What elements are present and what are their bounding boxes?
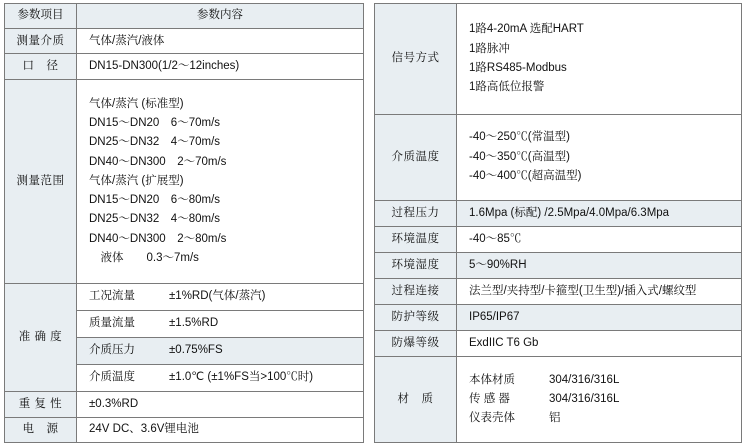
row-value-measuring-range <box>77 79 364 283</box>
accuracy-item-value: ±1.0℃ (±1%FS当>100℃时) <box>169 371 314 384</box>
material-item <box>469 371 735 390</box>
row-value-ambient-humidity: 5～90%RH <box>457 252 742 278</box>
row-label-material: 材 质 <box>375 357 457 443</box>
row-value-medium: 气体/蒸汽/液体 <box>77 29 364 54</box>
row-label-diameter: 口 径 <box>5 54 77 79</box>
row-value-process-pressure: 1.6Mpa (标配) /2.5Mpa/4.0Mpa/6.3Mpa <box>457 200 742 226</box>
accuracy-item-name: 质量流量 <box>89 317 135 330</box>
row-label-medium-temperature: 介质温度 <box>375 114 457 200</box>
material-item-value: 304/316/316L <box>549 373 620 386</box>
table-row-measuring-range <box>5 79 364 283</box>
row-label-ambient-humidity: 环境湿度 <box>375 252 457 278</box>
row-value-repeatability: ±0.3%RD <box>77 392 364 417</box>
table-row <box>5 54 364 79</box>
material-item <box>469 409 735 428</box>
accuracy-item-value: ±1%RD(气体/蒸汽) <box>169 290 266 303</box>
range-line: 气体/蒸汽 (扩展型) <box>89 174 184 187</box>
table-row <box>375 226 742 252</box>
row-value-explosion-grade: ExdIIC T6 Gb <box>457 330 742 356</box>
row-label-signal: 信号方式 <box>375 4 457 115</box>
signal-line: 1路RS485-Modbus <box>469 61 567 74</box>
range-line: DN25～DN32 4～70m/s <box>89 136 221 149</box>
medium-temp-line: -40～350℃(高温型) <box>469 150 570 163</box>
right-spec-table <box>374 3 742 443</box>
range-line: DN15～DN20 6～70m/s <box>89 117 221 130</box>
row-label-measuring-range: 测量范围 <box>5 79 77 283</box>
range-line: DN25～DN32 4～80m/s <box>89 213 221 226</box>
table-row <box>375 278 742 304</box>
row-value-diameter: DN15-DN300(1/2～12inches) <box>77 54 364 79</box>
table-row-accuracy <box>5 284 364 311</box>
signal-line: 1路4-20mA 选配HART <box>469 23 584 36</box>
signal-line: 1路高低位报警 <box>469 81 545 94</box>
row-label-medium: 测量介质 <box>5 29 77 54</box>
range-line: DN40～DN300 2～70m/s <box>89 155 227 168</box>
range-line: 气体/蒸汽 (标准型) <box>89 97 184 110</box>
header-param-item: 参数项目 <box>5 4 77 29</box>
row-value-material <box>457 357 742 443</box>
table-header-row <box>5 4 364 29</box>
row-label-explosion-grade: 防爆等级 <box>375 330 457 356</box>
row-value-signal <box>457 4 742 115</box>
row-label-process-pressure: 过程压力 <box>375 200 457 226</box>
header-param-content: 参数内容 <box>77 4 364 29</box>
table-row-signal <box>375 4 742 115</box>
table-row <box>5 417 364 443</box>
accuracy-item-name: 介质温度 <box>89 371 135 384</box>
material-item-name: 本体材质 <box>469 373 515 386</box>
row-label-repeatability: 重 复 性 <box>5 392 77 417</box>
table-row <box>375 200 742 226</box>
table-row-medium-temperature <box>375 114 742 200</box>
range-line: 液体 0.3～7m/s <box>89 251 199 264</box>
material-item <box>469 390 735 409</box>
table-row-material <box>375 357 742 443</box>
accuracy-item-name: 介质压力 <box>89 344 135 357</box>
row-value-medium-temperature <box>457 114 742 200</box>
material-item-name: 传 感 器 <box>469 392 510 405</box>
accuracy-medium-pressure <box>77 338 364 365</box>
table-row <box>5 29 364 54</box>
left-spec-table <box>4 3 364 443</box>
accuracy-item-value: ±0.75%FS <box>169 344 223 357</box>
row-label-power: 电 源 <box>5 417 77 443</box>
accuracy-mass-flow <box>77 311 364 338</box>
accuracy-working-flow <box>77 284 364 311</box>
row-label-protection-grade: 防护等级 <box>375 304 457 330</box>
accuracy-item-value: ±1.5%RD <box>169 317 219 330</box>
row-label-ambient-temperature: 环境温度 <box>375 226 457 252</box>
row-value-protection-grade: IP65/IP67 <box>457 304 742 330</box>
table-row <box>375 304 742 330</box>
row-value-ambient-temperature: -40～85℃ <box>457 226 742 252</box>
row-label-accuracy: 准 确 度 <box>5 284 77 392</box>
accuracy-item-name: 工况流量 <box>89 290 135 303</box>
row-label-process-connection: 过程连接 <box>375 278 457 304</box>
range-line: DN15～DN20 6～80m/s <box>89 194 221 207</box>
material-item-value: 铝 <box>549 412 561 425</box>
range-line: DN40～DN300 2～80m/s <box>89 232 227 245</box>
row-value-process-connection: 法兰型/夹持型/卡箍型(卫生型)/插入式/螺纹型 <box>457 278 742 304</box>
signal-line: 1路脉冲 <box>469 42 510 55</box>
medium-temp-line: -40～250℃(常温型) <box>469 131 570 144</box>
row-value-power: 24V DC、3.6V锂电池 <box>77 417 364 443</box>
material-item-name: 仪表壳体 <box>469 412 515 425</box>
table-row <box>5 392 364 417</box>
medium-temp-line: -40～400℃(超高温型) <box>469 169 582 182</box>
material-item-value: 304/316/316L <box>549 392 620 405</box>
table-row <box>375 252 742 278</box>
accuracy-medium-temperature <box>77 365 364 392</box>
table-row <box>375 330 742 356</box>
